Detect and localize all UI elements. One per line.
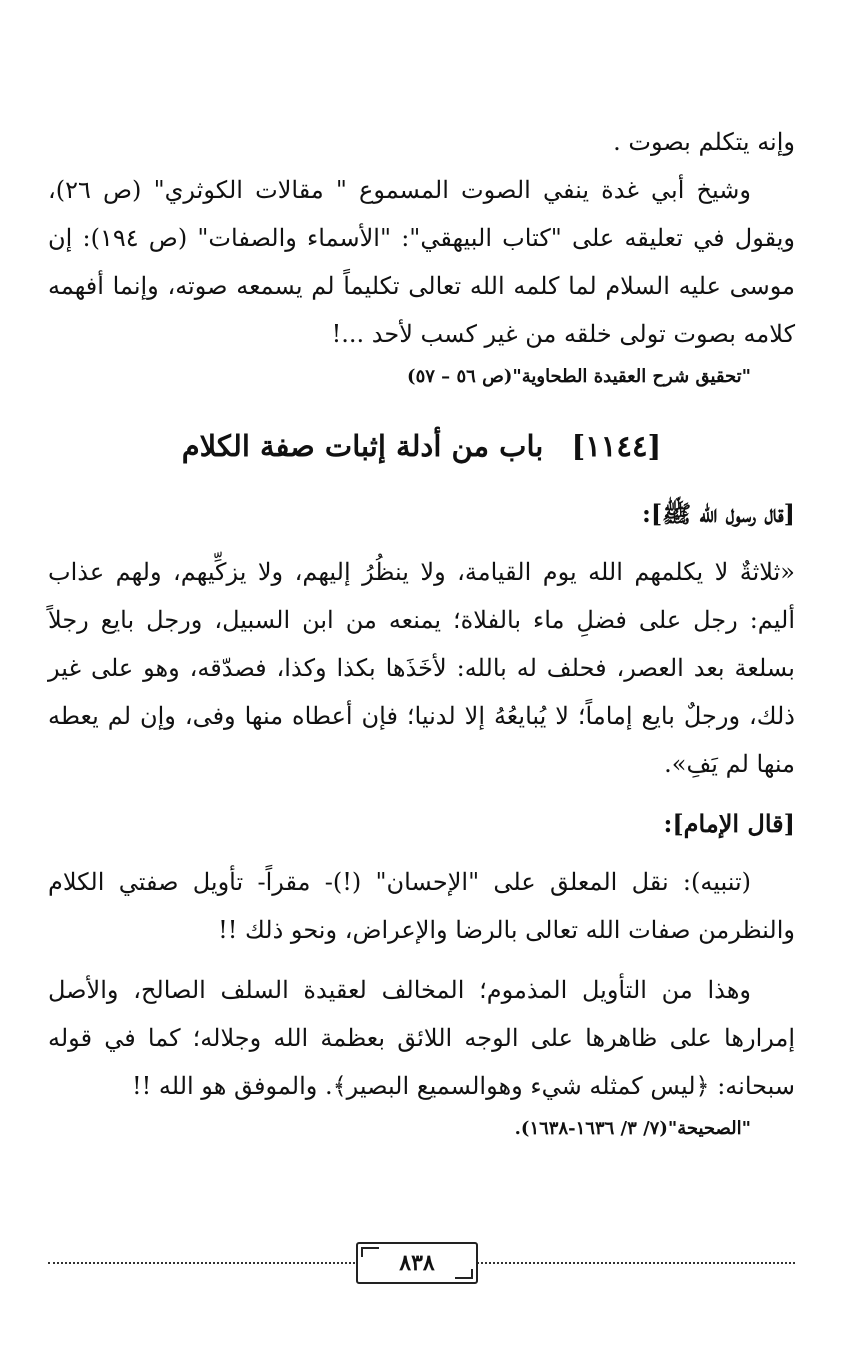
imam-label: [قال الإمام]: (663, 809, 795, 838)
paragraph-tawil: وهذا من التأويل المذموم؛ المخالف لعقيدة السلف الصالح، والأصل إمرارها على ظاهرها على الوجه اللائق بعظمة الله وجلاله؛ كما في قوله سبحانه: ﴿ليس كمثله شيء وهوالسميع البصير﴾. والموفق هو الله !! (48, 976, 795, 1100)
chapter-heading (48, 416, 795, 476)
page-number-frame (356, 1242, 478, 1284)
paragraph-abu-ghudda: وشيخ أبي غدة ينفي الصوت المسموع " مقالات الكوثري" (ص ٢٦)، ويقول في تعليقه على "كتاب البيهقي": "الأسماء والصفات" (ص ١٩٤): إن موسى عليه السلام لما كلمه الله تعالى تكليماً لم يسمعه صوته، وإنما أفهمه كلامه بصوت تولى خلقه من غير كسب لأحد ...! (48, 176, 795, 348)
chapter-number: [١١٤٤] (571, 429, 662, 463)
source-citation-sahiha: "الصحيحة"(٧/ ٣/ ١٦٣٦-١٦٣٨). (514, 1118, 751, 1139)
page-footer (48, 1240, 795, 1280)
chapter-title: باب من أدلة إثبات صفة الكلام (181, 429, 544, 463)
hadith-label: [قال رسول الله ﷺ]: (641, 499, 795, 528)
paragraph-intro: وإنه يتكلم بصوت . (613, 128, 795, 156)
page-number: ٨٣٨ (399, 1250, 435, 1276)
hadith-text: «ثلاثةٌ لا يكلمهم الله يوم القيامة، ولا ينظُرُ إليهم، ولا يزكِّيهم، ولهم عذاب أليم: رجل على فضلِ ماء بالفلاة؛ يمنعه من ابن السبيل، ورجل بايع رجلاً بسلعة بعد العصر، فحلف له بالله: لأخَذَها بكذا وكذا، فصدّقه، وهو على غير ذلك، ورجلٌ بايع إماماً؛ لا يُبايعُهُ إلا لدنيا؛ فإن أعطاه منها وفى، وإن لم يعطه منها لم يَفِ». (48, 558, 795, 778)
paragraph-tanbih: (تنبيه): نقل المعلق على "الإحسان" (!)- مقراً- تأويل صفتي الكلام والنظرمن صفات الله تعالى بالرضا والإعراض، ونحو ذلك !! (48, 868, 795, 944)
source-citation-tahawiya: "تحقيق شرح العقيدة الطحاوية"(ص ٥٦ – ٥٧) (407, 366, 751, 387)
